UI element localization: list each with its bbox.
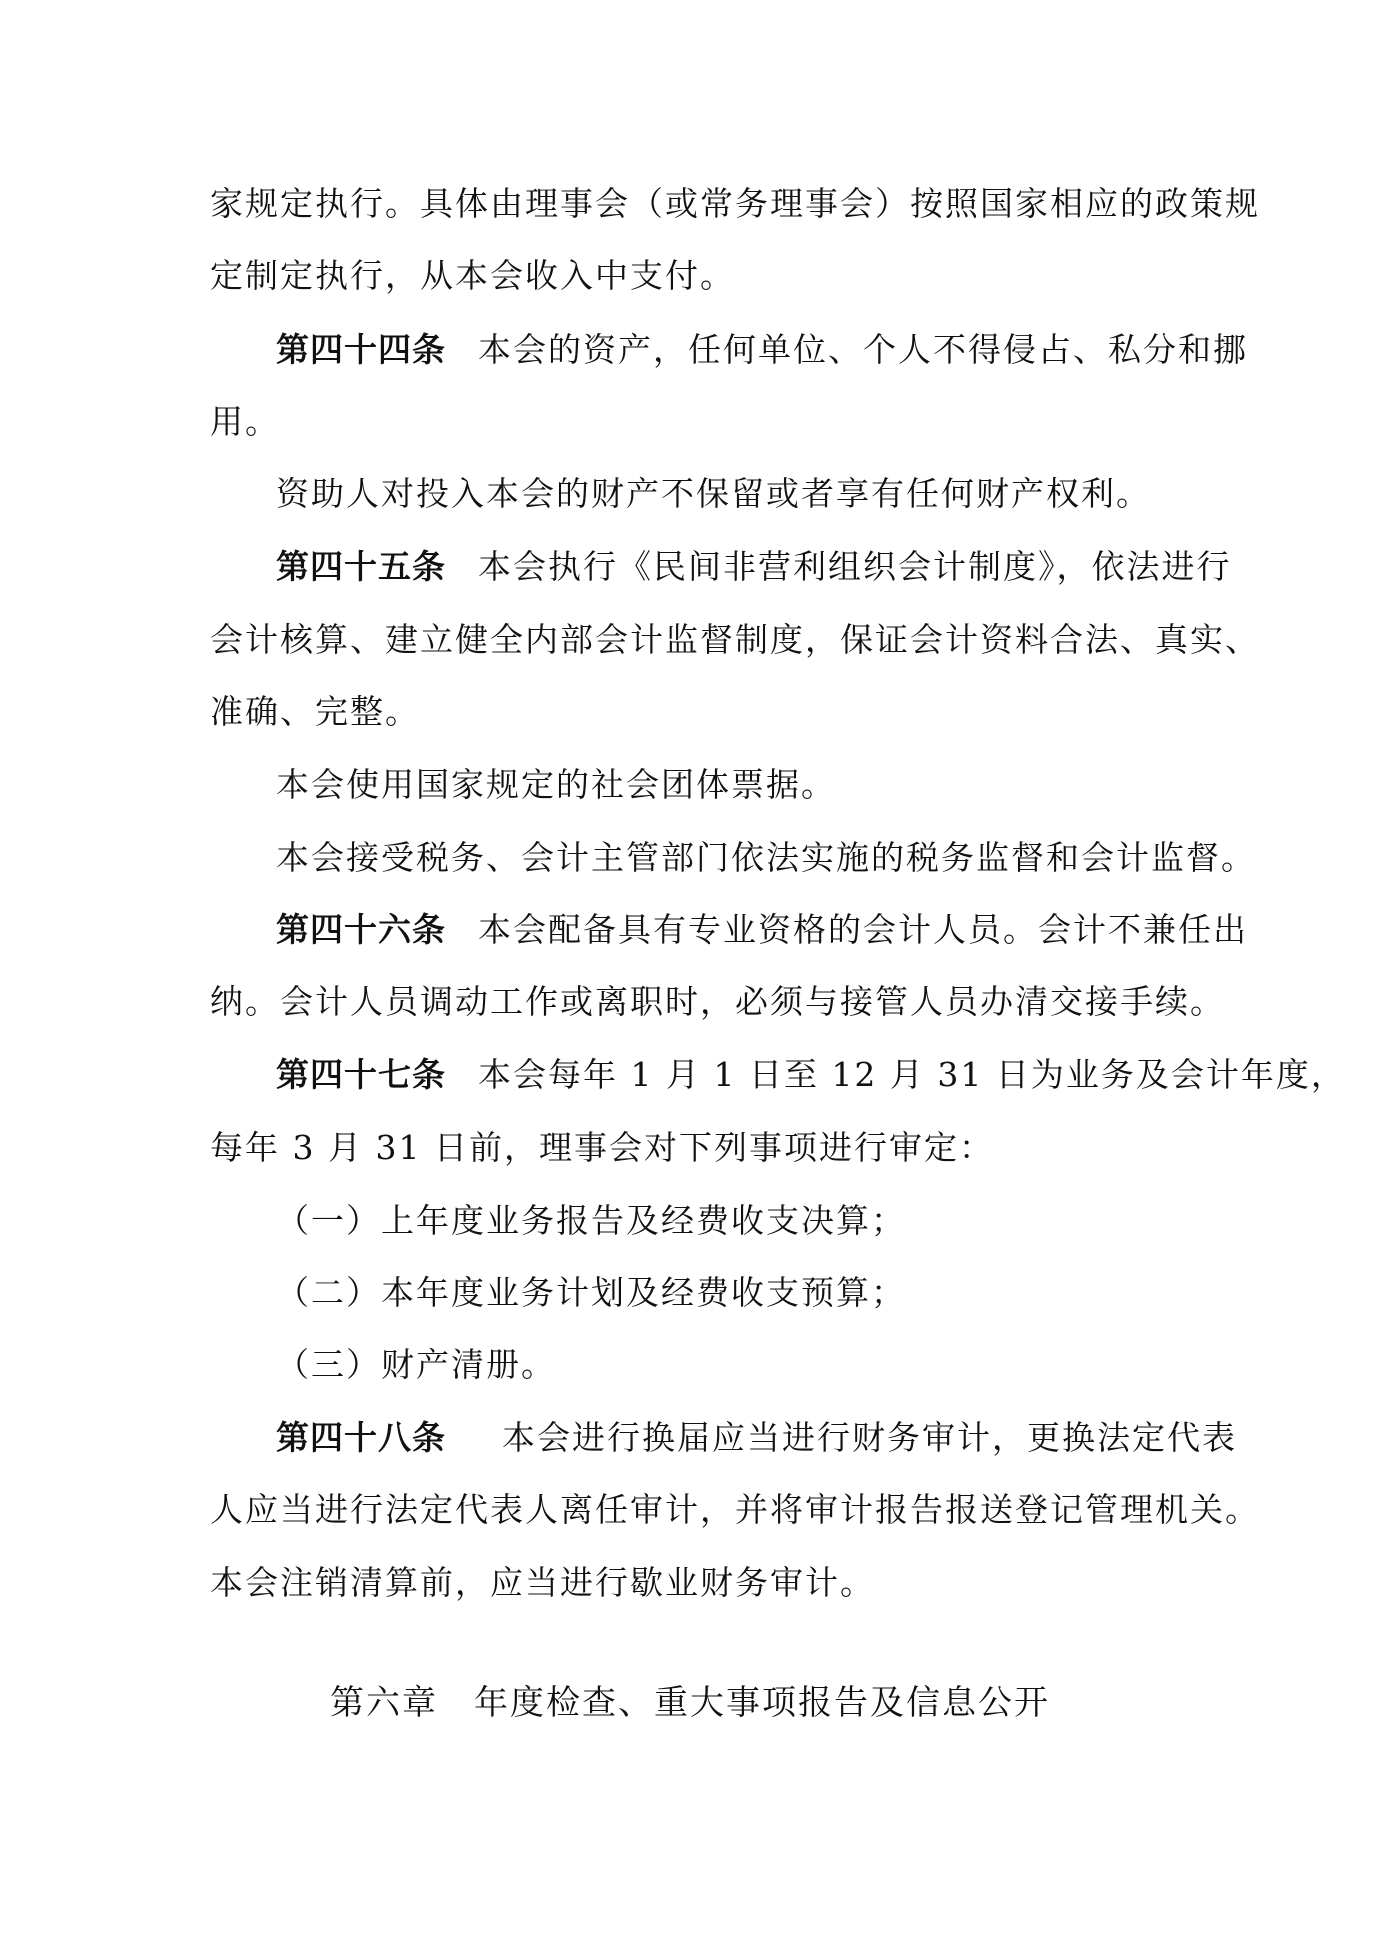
list-item: （二）本年度业务计划及经费收支预算； (276, 1273, 906, 1312)
list-item: （一）上年度业务报告及经费收支决算； (276, 1201, 906, 1240)
text-line: 资助人对投入本会的财产不保留或者享有任何财产权利。 (276, 474, 1151, 513)
text-line: 本会注销清算前，应当进行歇业财务审计。 (210, 1563, 875, 1602)
text-line: 人应当进行法定代表人离任审计，并将审计报告报送登记管理机关。 (210, 1490, 1260, 1529)
article-45 (276, 545, 1232, 589)
text-line: 纳。会计人员调动工作或离职时，必须与接管人员办清交接手续。 (210, 982, 1225, 1021)
article-text: 本会进行换届应当进行财务审计，更换法定代表 (502, 1418, 1237, 1457)
text-line: 用。 (210, 402, 280, 441)
list-item: （三）财产清册。 (276, 1345, 556, 1384)
text-line: 准确、完整。 (210, 692, 420, 731)
text-line: 每年 3 月 31 日前，理事会对下列事项进行审定： (210, 1128, 994, 1167)
article-title: 第四十六条 (276, 910, 446, 949)
article-title: 第四十八条 (276, 1418, 446, 1457)
article-text: 本会的资产，任何单位、个人不得侵占、私分和挪 (478, 330, 1248, 369)
text-line: 家规定执行。具体由理事会（或常务理事会）按照国家相应的政策规 (210, 184, 1260, 223)
text-line: 本会使用国家规定的社会团体票据。 (276, 765, 836, 804)
text-line: 定制定执行，从本会收入中支付。 (210, 256, 735, 295)
article-47 (276, 1053, 1346, 1097)
article-text: 本会每年 1 月 1 日至 12 月 31 日为业务及会计年度， (478, 1055, 1346, 1094)
chapter-title: 年度检查、重大事项报告及信息公开 (474, 1683, 1050, 1723)
chapter-heading (0, 1681, 1380, 1725)
article-text: 本会执行《民间非营利组织会计制度》，依法进行 (478, 547, 1232, 586)
article-48 (276, 1416, 1237, 1460)
text-line: 本会接受税务、会计主管部门依法实施的税务监督和会计监督。 (276, 838, 1256, 877)
article-46 (276, 908, 1248, 952)
article-44 (276, 328, 1248, 372)
chapter-number: 第六章 (330, 1683, 438, 1723)
article-title: 第四十五条 (276, 547, 446, 586)
article-text: 本会配备具有专业资格的会计人员。会计不兼任出 (478, 910, 1248, 949)
text-line: 会计核算、建立健全内部会计监督制度，保证会计资料合法、真实、 (210, 620, 1260, 659)
article-title: 第四十四条 (276, 330, 446, 369)
article-title: 第四十七条 (276, 1055, 446, 1094)
